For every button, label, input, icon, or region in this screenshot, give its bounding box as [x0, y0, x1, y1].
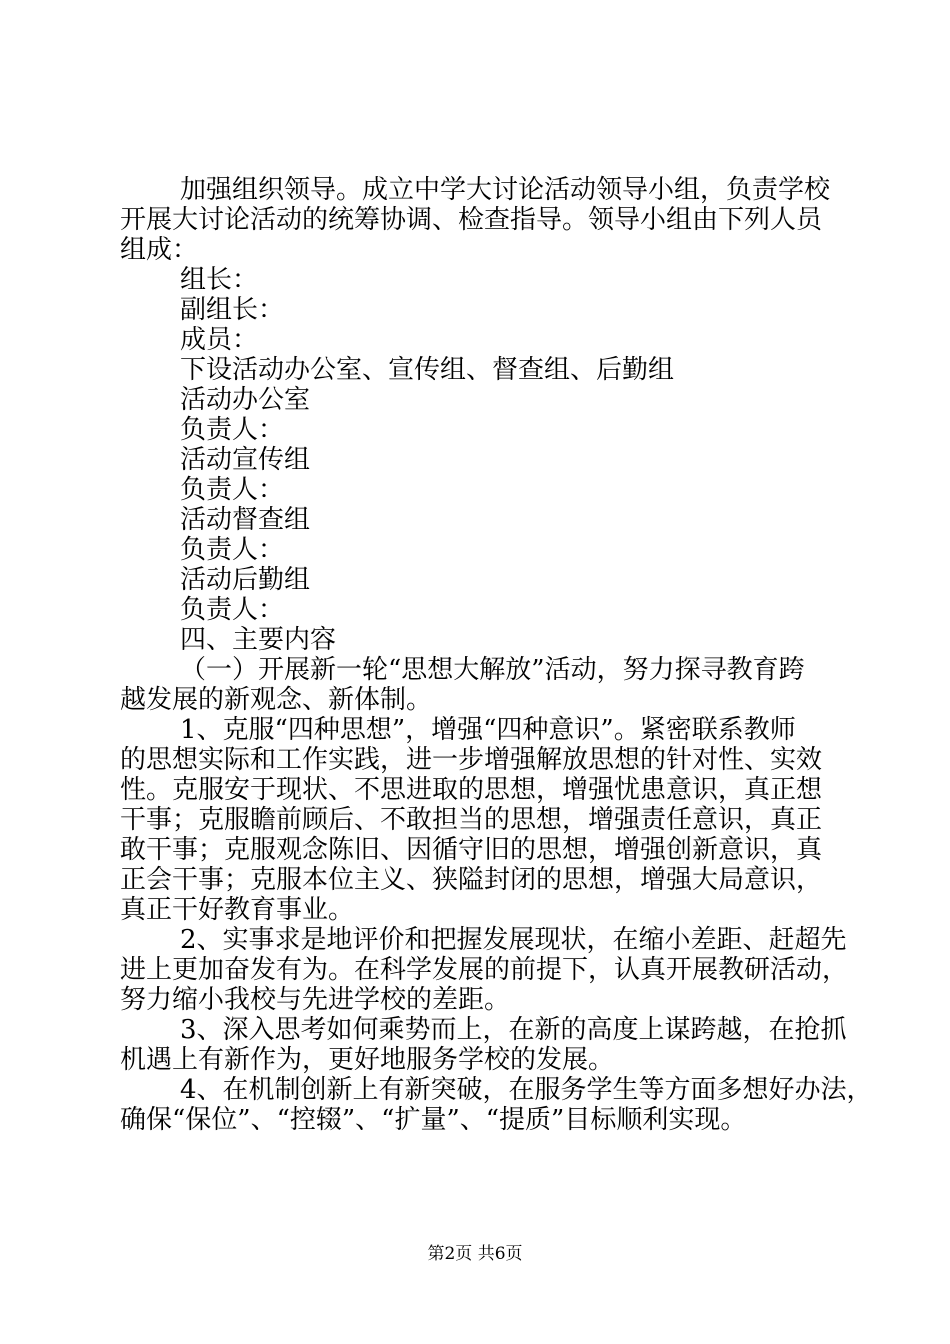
paragraph-line: 组长：: [180, 265, 259, 295]
paragraph-line: 活动后勤组: [180, 565, 311, 595]
paragraph-line: 机遇上有新作为，更好地服务学校的发展。: [120, 1045, 615, 1075]
paragraph-line: 活动办公室: [180, 385, 311, 415]
paragraph-line: （一）开展新一轮“思想大解放”活动，努力探寻教育跨: [180, 655, 805, 685]
paragraph-line: 开展大讨论活动的统筹协调、检查指导。领导小组由下列人员: [120, 205, 823, 235]
paragraph-line: 负责人：: [180, 595, 285, 625]
paragraph-line: 组成：: [120, 235, 199, 265]
paragraph-line: 的思想实际和工作实践，进一步增强解放思想的针对性、实效: [120, 745, 823, 775]
paragraph-line: 越发展的新观念、新体制。: [120, 685, 433, 715]
paragraph-line: 2、实事求是地评价和把握发展现状，在缩小差距、赶超先: [180, 925, 847, 955]
paragraph-line: 副组长：: [180, 295, 285, 325]
paragraph-line: 3、深入思考如何乘势而上，在新的高度上谋跨越，在抢抓: [180, 1015, 847, 1045]
paragraph-line: 确保“保位”、“控辍”、“扩量”、“提质”目标顺利实现。: [120, 1105, 747, 1135]
paragraph-line: 负责人：: [180, 415, 285, 445]
document-body: [120, 175, 873, 1135]
paragraph-line: 干事；克服瞻前顾后、不敢担当的思想，增强责任意识，真正: [120, 805, 823, 835]
paragraph-line: 4、在机制创新上有新突破，在服务学生等方面多想好办法，: [180, 1075, 873, 1105]
paragraph-line: 努力缩小我校与先进学校的差距。: [120, 985, 511, 1015]
paragraph-line: 加强组织领导。成立中学大讨论活动领导小组，负责学校: [180, 175, 831, 205]
paragraph-line: 敢干事；克服观念陈旧、因循守旧的思想，增强创新意识，真: [120, 835, 823, 865]
paragraph-line: 1、克服“四种思想”，增强“四种意识”。紧密联系教师: [180, 715, 796, 745]
paragraph-line: 正会干事；克服本位主义、狭隘封闭的思想，增强大局意识，: [120, 865, 823, 895]
paragraph-line: 成员：: [180, 325, 259, 355]
paragraph-line: 负责人：: [180, 535, 285, 565]
paragraph-line: 性。克服安于现状、不思进取的思想，增强忧患意识，真正想: [120, 775, 823, 805]
paragraph-line: 活动宣传组: [180, 445, 311, 475]
paragraph-line: 真正干好教育事业。: [120, 895, 355, 925]
paragraph-line: 进上更加奋发有为。在科学发展的前提下，认真开展教研活动，: [120, 955, 849, 985]
page-number-footer: 第2页 共6页: [427, 1244, 523, 1264]
section-heading: 四、主要内容: [180, 625, 337, 655]
paragraph-line: 负责人：: [180, 475, 285, 505]
paragraph-line: 活动督查组: [180, 505, 311, 535]
paragraph-line: 下设活动办公室、宣传组、督查组、后勤组: [180, 355, 675, 385]
